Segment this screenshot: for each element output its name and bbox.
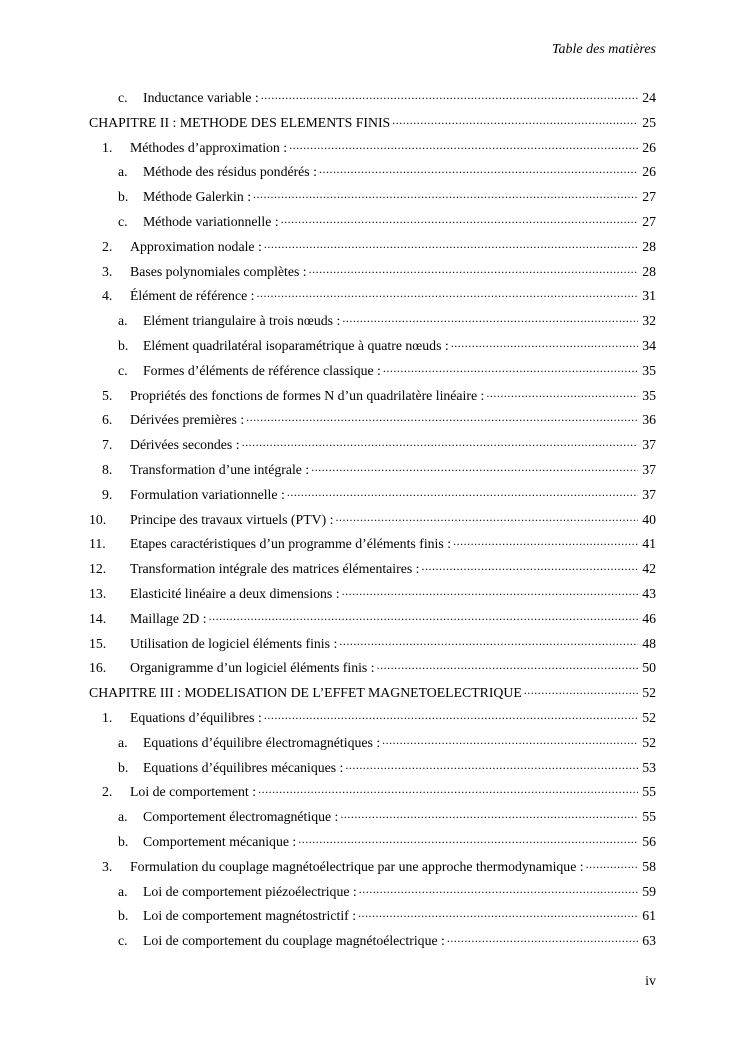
dot-leader [261,88,638,102]
dot-leader [359,882,638,896]
toc-entry-title: Méthode Galerkin : [143,189,252,205]
toc-entry-title: Etapes caractéristiques d’un programme d’éléments finis : [130,536,452,552]
toc-chapter-title: CHAPITRE II : METHODE DES ELEMENTS FINIS [89,114,391,130]
toc-entry-line [89,532,656,557]
toc-entry[interactable] [89,681,656,706]
toc-entry-number: 9. [102,486,113,502]
toc-entry-page: 37 [642,486,656,502]
dot-leader [242,435,638,449]
toc-entry-title: Elasticité linéaire a deux dimensions : [130,585,340,601]
dot-leader [342,584,638,598]
toc-entry-number: 2. [102,238,113,254]
toc-entry-title: Méthodes d’approximation : [130,139,288,155]
toc-entry-line [89,260,656,285]
toc-entry-title: Formes d’éléments de référence classique : [143,362,381,378]
dot-leader [453,534,638,548]
toc-entry-line [89,433,656,458]
toc-entry[interactable] [89,111,656,136]
toc-entry[interactable] [89,805,656,830]
toc-entry-line [89,929,656,954]
toc-entry-title: Méthode des résidus pondérés : [143,164,317,180]
toc-entry-number: b. [118,759,129,775]
dot-leader [256,286,638,300]
dot-leader [447,931,638,945]
dot-leader [264,708,638,722]
toc-entry-title: Loi de comportement du couplage magnétoélectrique : [143,933,445,949]
toc-entry-title: Loi de comportement magnétostrictif : [143,908,357,924]
toc-entry-title: Méthode variationnelle : [143,213,279,229]
toc-entry-number: 1. [102,139,113,155]
dot-leader [311,460,638,474]
dot-leader [289,138,638,152]
dot-leader [586,857,638,871]
toc-entry-page: 52 [642,709,656,725]
toc-entry-line [89,904,656,929]
toc-entry-title: Loi de comportement piézoélectrique : [143,883,357,899]
toc-entry[interactable] [89,929,656,954]
toc-entry-line [89,557,656,582]
toc-entry-line [89,830,656,855]
toc-entry-line [89,458,656,483]
toc-entry-line [89,384,656,409]
dot-leader [342,311,638,325]
toc-entry-page: 36 [642,412,656,428]
toc-entry[interactable] [89,731,656,756]
toc-entry-page: 26 [642,164,656,180]
toc-entry-number: 4. [102,288,113,304]
toc-entry[interactable] [89,408,656,433]
toc-entry-title: Equations d’équilibre électromagnétiques : [143,734,381,750]
toc-entry-line [89,855,656,880]
toc-entry-number: 13. [89,585,107,601]
toc-entry-number: 1. [102,709,113,725]
dot-leader [392,113,638,127]
toc-entry-number: 3. [102,858,113,874]
toc-entry-title: Transformation intégrale des matrices élémentaires : [130,561,420,577]
toc-entry-title: Maillage 2D : [130,610,207,626]
toc-entry[interactable] [89,86,656,111]
toc-entry-line [89,681,656,706]
toc-entry-line [89,160,656,185]
toc-entry[interactable] [89,384,656,409]
toc-entry-number: 12. [89,561,107,577]
toc-entry-page: 55 [642,809,656,825]
toc-entry-title: Inductance variable : [143,90,259,105]
toc-entry-number: 10. [89,511,107,527]
toc-entry-page: 27 [642,189,656,205]
dot-leader [345,758,638,772]
toc-entry[interactable] [89,359,656,384]
toc-entry-page: 56 [642,833,656,849]
toc-entry-line [89,731,656,756]
toc-entry-page: 37 [642,461,656,477]
toc-entry-number: 11. [89,536,106,552]
toc-entry-title: Elément triangulaire à trois nœuds : [143,313,341,329]
dot-leader [422,559,638,573]
toc-entry-number: c. [118,933,128,949]
toc-entry-page: 40 [642,511,656,527]
toc-entry-page: 59 [642,883,656,899]
toc-entry-line [89,756,656,781]
dot-leader [340,807,638,821]
toc-entry[interactable] [89,508,656,533]
toc-entry-number: a. [118,883,128,899]
toc-entry-page: 35 [642,362,656,378]
toc-entry[interactable] [89,160,656,185]
toc-entry[interactable] [89,136,656,161]
toc-entry-number: b. [118,189,129,205]
dot-leader [383,361,638,375]
toc-entry[interactable] [89,632,656,657]
toc-entry[interactable] [89,880,656,905]
toc-entry-page: 61 [642,908,656,924]
toc-entry-page: 63 [642,933,656,949]
toc-entry-number: b. [118,833,129,849]
toc-entry-title: Bases polynomiales complètes : [130,263,307,279]
toc-entry-page: 43 [642,585,656,601]
dot-leader [319,162,638,176]
toc-entry[interactable] [89,334,656,359]
dot-leader [524,683,638,697]
dot-leader [258,782,638,796]
dot-leader [358,906,638,920]
toc-entry-title: Utilisation de logiciel éléments finis : [130,635,338,651]
toc-entry-number: a. [118,734,128,750]
toc-entry-line [89,210,656,235]
toc-entry-page: 25 [642,114,656,130]
toc-entry[interactable] [89,284,656,309]
toc-entry-page: 24 [642,90,656,105]
toc-entry-number: 5. [102,387,113,403]
toc-entry[interactable] [89,483,656,508]
toc-entry-number: b. [118,908,129,924]
toc-entry-page: 37 [642,437,656,453]
toc-entry[interactable] [89,458,656,483]
toc-entry-title: Approximation nodale : [130,238,262,254]
toc-entry-title: Comportement mécanique : [143,833,297,849]
toc-entry-line [89,359,656,384]
toc-entry[interactable] [89,830,656,855]
toc-entry-title: Equations d’équilibres : [130,709,262,725]
toc-entry-title: Organigramme d’un logiciel éléments finis : [130,660,375,676]
dot-leader [486,386,638,400]
toc-entry-page: 48 [642,635,656,651]
dot-leader [309,262,638,276]
toc-entry-title: Propriétés des fonctions de formes N d’un quadrilatère linéaire : [130,387,485,403]
toc-entry-page: 31 [642,288,656,304]
toc-entry-title: Principe des travaux virtuels (PTV) : [130,511,334,527]
toc-entry-line [89,334,656,359]
toc-entry-page: 52 [642,734,656,750]
toc-entry[interactable] [89,656,656,681]
toc-entry-line [89,780,656,805]
toc-entry-title: Dérivées premières : [130,412,245,428]
toc-entry[interactable] [89,557,656,582]
toc-entry-line [89,309,656,334]
toc-entry-line [89,185,656,210]
toc-entry-page: 52 [642,685,656,701]
toc-entry-title: Loi de comportement : [130,784,257,800]
toc-entry-line [89,136,656,161]
toc-entry-line [89,111,656,136]
toc-entry-line [89,284,656,309]
toc-entry-line [89,508,656,533]
dot-leader [451,336,638,350]
toc-entry-title: Equations d’équilibres mécaniques : [143,759,344,775]
toc-entry-page: 28 [642,263,656,279]
toc-entry-page: 46 [642,610,656,626]
toc-entry-page: 26 [642,139,656,155]
toc-entry-number: 2. [102,784,113,800]
toc-entry-number: 16. [89,660,107,676]
toc-entry-page: 32 [642,313,656,329]
table-of-contents [89,86,656,954]
toc-entry[interactable] [89,260,656,285]
dot-leader [281,212,638,226]
toc-entry-page: 55 [642,784,656,800]
toc-entry-line [89,582,656,607]
toc-entry[interactable] [89,855,656,880]
toc-entry-number: 3. [102,263,113,279]
toc-entry-title: Élément de référence : [130,288,255,304]
toc-entry-title: Formulation variationnelle : [130,486,285,502]
toc-entry-number: a. [118,809,128,825]
toc-entry[interactable] [89,582,656,607]
toc-entry-number: 7. [102,437,113,453]
toc-entry[interactable] [89,185,656,210]
dot-leader [339,634,638,648]
toc-entry-number: 14. [89,610,107,626]
toc-entry[interactable] [89,756,656,781]
toc-entry-page: 58 [642,858,656,874]
running-header: Table des matières [552,42,656,57]
toc-entry-line [89,706,656,731]
toc-entry-line [89,235,656,260]
toc-entry-page: 42 [642,561,656,577]
toc-entry-number: a. [118,164,128,180]
toc-entry[interactable] [89,706,656,731]
toc-entry-line [89,805,656,830]
toc-entry-line [89,607,656,632]
toc-entry-title: Formulation du couplage magnétoélectrique par une approche thermodynamique : [130,858,584,874]
dot-leader [335,510,638,524]
toc-entry-number: 6. [102,412,113,428]
toc-entry[interactable] [89,780,656,805]
toc-entry-line [89,408,656,433]
dot-leader [382,733,638,747]
toc-entry-number: a. [118,313,128,329]
toc-entry-number: c. [118,362,128,378]
toc-entry-page: 27 [642,213,656,229]
toc-entry[interactable] [89,235,656,260]
toc-entry-line [89,656,656,681]
dot-leader [246,410,638,424]
toc-entry[interactable] [89,607,656,632]
toc-entry-page: 41 [642,536,656,552]
toc-entry-number: b. [118,337,129,353]
dot-leader [253,187,638,201]
dot-leader [264,237,638,251]
toc-entry[interactable] [89,309,656,334]
toc-entry-line [89,880,656,905]
toc-entry-page: 28 [642,238,656,254]
toc-chapter-title: CHAPITRE III : MODELISATION DE L’EFFET MAGNETOELECTRIQUE [89,685,522,701]
toc-entry[interactable] [89,433,656,458]
page-number: iv [645,974,656,989]
dot-leader [377,658,638,672]
toc-entry-page: 50 [642,660,656,676]
toc-entry-page: 34 [642,337,656,353]
dot-leader [209,609,638,623]
toc-entry-line [89,632,656,657]
toc-entry-page: 53 [642,759,656,775]
toc-entry-line [89,483,656,508]
dot-leader [298,832,638,846]
toc-entry-number: c. [118,213,128,229]
toc-entry-number: 15. [89,635,107,651]
toc-entry-title: Comportement électromagnétique : [143,809,339,825]
toc-entry[interactable] [89,904,656,929]
toc-entry[interactable] [89,210,656,235]
toc-entry-title: Dérivées secondes : [130,437,240,453]
toc-entry-title: Elément quadrilatéral isoparamétrique à quatre nœuds : [143,337,449,353]
toc-entry[interactable] [89,532,656,557]
toc-entry-line [89,86,656,111]
toc-entry-page: 35 [642,387,656,403]
dot-leader [287,485,638,499]
toc-entry-number: c. [118,90,128,105]
toc-entry-number: 8. [102,461,113,477]
toc-entry-title: Transformation d’une intégrale : [130,461,310,477]
